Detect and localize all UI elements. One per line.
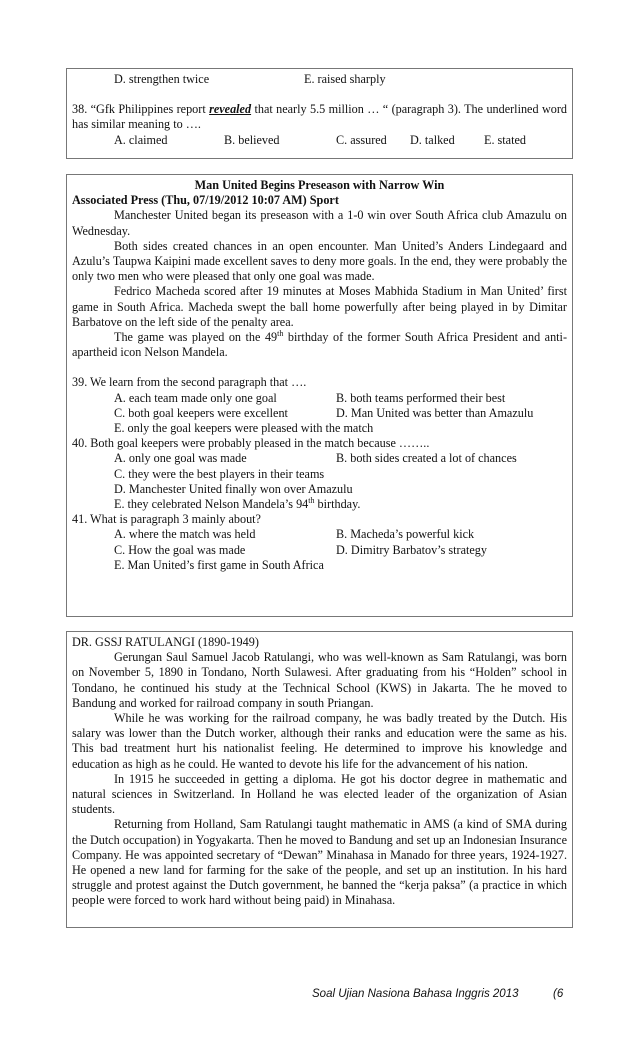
bio-paragraph-3: In 1915 he succeeded in getting a diploma. He got his doctor degree in mathematic and natural sciences in Switzerland. In Holland he was elected leader of the organization of Asian students. (72, 771, 567, 817)
q38-stem-pre: 38. “Gfk Philippines report (72, 102, 210, 117)
q41-option-e[interactable]: E. Man United’s first game in South Africa (114, 557, 324, 572)
bio-paragraph-1: Gerungan Saul Samuel Jacob Ratulangi, who was well-known as Sam Ratulangi, was born on November 5, 1890 in Tondano, North Sulawesi. After graduating from his “Holden” school in Tondano, he continued his study at the Technical School (KWS) in Jakarta. The he moved to Bandung and worked for railroad company in south Priangan. (72, 650, 567, 710)
q41-option-d[interactable]: D. Dimitry Barbatov’s strategy (336, 542, 487, 557)
q39-option-e[interactable]: E. only the goal keepers were pleased with the match (114, 421, 374, 436)
page-footer-title: Soal Ujian Nasiona Bahasa Inggris 2013 (312, 988, 519, 1000)
q41-option-a[interactable]: A. where the match was held (114, 527, 256, 542)
q38-options-row (72, 133, 567, 148)
q39-option-d[interactable]: D. Man United was better than Amazulu (336, 405, 534, 420)
q39-option-b[interactable]: B. both teams performed their best (336, 390, 506, 405)
q37-options-row (72, 72, 567, 87)
q40-stem: 40. Both goal keepers were probably pleased in the match because …….. (72, 436, 430, 451)
q41-option-c[interactable]: C. How the goal was made (114, 542, 246, 557)
bio-paragraph-4: Returning from Holland, Sam Ratulangi taught mathematic in AMS (a kind of SMA during the Dutch occupation) in Yogyakarta. Then he moved to Bandung and set up an Indonesian Insurance Company. He was appointed secretary of “Dewan” Minahasa in Manado for three years, 1924-1927. He opened a new land for farming for the sake of the people, and set up an institution. In his hard struggle and protest against the Dutch government, he banned the “kerja paksa” (a practice in which people were forced to work hard without being paid) in Minahasa. (72, 817, 567, 908)
bio-paragraph-2: While he was working for the railroad company, he was badly treated by the Dutch. His salary was lower than the Dutch worker, although their ranks and education were the same as his. This bad treatment hurt his nationalist feeling. He determined to improve his knowledge and education as high as he could. He wanted to devote his life for the advancement of his nation. (72, 711, 567, 771)
q39-option-c[interactable]: C. both goal keepers were excellent (114, 405, 288, 420)
bio-heading: DR. GSSJ RATULANGI (1890-1949) (72, 635, 259, 649)
article-paragraph-1: Manchester United began its preseason with a 1-0 win over South Africa club Amazulu on Wednesday. (72, 208, 567, 238)
article-paragraph-4: The game was played on the 49th birthday of the former South Africa President and anti-apartheid icon Nelson Mandela. (72, 328, 568, 360)
question-box-37-38 (66, 68, 573, 159)
q40-option-a[interactable]: A. only one goal was made (114, 451, 247, 466)
q38-option-b[interactable]: B. believed (224, 132, 280, 147)
q39-stem: 39. We learn from the second paragraph that …. (72, 375, 307, 390)
q40-option-c[interactable]: C. they were the best players in their teams (114, 466, 325, 481)
q41-options (72, 527, 567, 557)
q39-options (72, 391, 567, 421)
q39-option-a[interactable]: A. each team made only one goal (114, 390, 277, 405)
q38-option-a[interactable]: A. claimed (114, 132, 168, 147)
page-number: (6 (553, 988, 564, 1000)
article-paragraph-3: Fedrico Macheda scored after 19 minutes at Moses Mabhida Stadium in Man United’ first game in South Africa. Macheda swept the ball home powerfully after being played in by Dimitar Barbatove on the left side of the penalty area. (72, 284, 567, 329)
q38-option-e[interactable]: E. stated (484, 132, 526, 147)
article-title: Man United Begins Preseason with Narrow Win (194, 178, 445, 192)
reading-box-man-united (66, 174, 573, 617)
q38-underlined-word: revealed (209, 102, 252, 117)
q37-option-e[interactable]: E. raised sharply (304, 72, 386, 86)
q40-option-e[interactable]: E. they celebrated Nelson Mandela’s 94th birthday. (114, 496, 361, 512)
q37-option-d[interactable]: D. strengthen twice (114, 72, 210, 86)
reading-box-ratulangi (66, 631, 573, 928)
q41-option-b[interactable]: B. Macheda’s powerful kick (336, 527, 475, 542)
q38-stem-post: that nearly 5.5 million … “ (paragraph 3). The underlined word has similar meaning to …. (72, 102, 567, 132)
q38-option-d[interactable]: D. talked (410, 132, 455, 147)
q38-stem (72, 102, 567, 132)
q41-stem: 41. What is paragraph 3 mainly about? (72, 512, 261, 527)
article-paragraph-2: Both sides created chances in an open encounter. Man United’s Anders Lindegaard and Azulu’s Taupwa Kaipini made excellent saves to deny more goals. In the end, they were probably the only two men who were pleased that only one goal was made. (72, 238, 567, 284)
article-byline: Associated Press (Thu, 07/19/2012 10:07 AM) Sport (72, 193, 339, 208)
q38-option-c[interactable]: C. assured (336, 132, 387, 147)
q40-option-d[interactable]: D. Manchester United finally won over Amazulu (114, 481, 353, 496)
q40-option-b[interactable]: B. both sides created a lot of chances (336, 451, 517, 466)
q40-options-ab (72, 451, 567, 466)
